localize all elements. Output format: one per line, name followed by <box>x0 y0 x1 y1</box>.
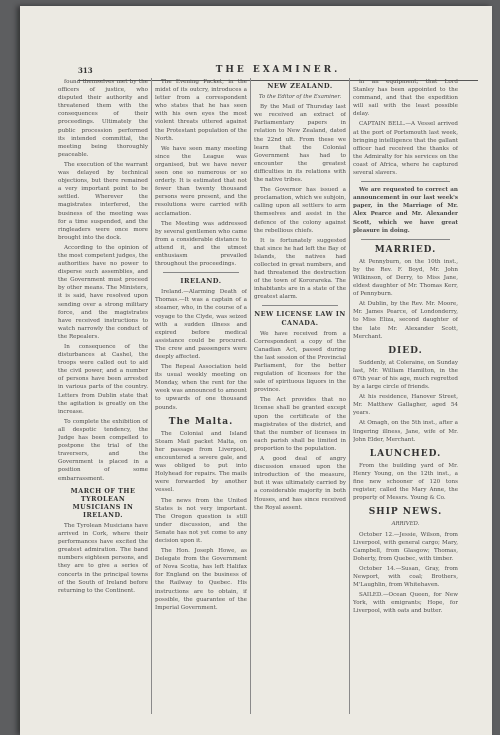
notice-entry: Suddenly, at Coleraine, on Sunday last, Mr. William Hamilton, in the 67th year of his age, much regretted by a large circle of friends. <box>353 359 458 391</box>
article-paragraph: A good deal of angry discussion ensued upon the introduction of the measure, but it was ultimately carried by a considerable majority in both Houses, and has since received the Royal assent. <box>254 456 346 511</box>
article-paragraph: By the Mail of Thursday last we received an extract of Parliamentary papers in relation to New Zealand, dated the 22nd ult. From these we learn that the Colonial Government has had to encounter the greatest difficulties in its relations with the native tribes. <box>254 104 346 184</box>
divider <box>163 272 239 273</box>
section-heading: NEW LICENSE LAW IN CANADA. <box>254 310 346 327</box>
notice-entry: At Pennyburn, on the 10th inst., by the Rev. F. Boyd, Mr. John Wilkinson, of Derry, to Miss Jane, eldest daughter of Mr. Thomas Kerr, of Pennyburn. <box>353 258 458 298</box>
article-paragraph: The Governor has issued a proclamation, which we subjoin, calling upon all settlers to arm themselves and assist in the defence of the colony against the rebellious chiefs. <box>254 187 346 234</box>
section-heading: NEW ZEALAND. <box>267 82 333 90</box>
article-paragraph: The Colonial and Island Steam Mail packet Malta, on her passage from Liverpool, encountered a severe gale, and was obliged to put into Holyhead for repairs. The mails were forwarded by another vessel. <box>155 430 247 494</box>
article-paragraph: It is fortunately suggested that since he had left the Bay of Islands, the natives had collected in great numbers, and had threatened the destruction of the town of Kororareka. The inhabitants are in a state of the greatest alarm. <box>254 237 346 301</box>
section-heading: SHIP NEWS. <box>368 507 443 518</box>
notice-paragraph: We are requested to correct an announcement in our last week's paper, in the Marriage of Mr. Alex Pearce and Mr. Alexander Scott, which we have great pleasure in doing. <box>353 187 458 234</box>
notice-entry: At Omagh, on the 5th inst., after a lingering illness, Jane, wife of Mr. John Elder, Merchant. <box>353 420 458 443</box>
article-paragraph: The Meeting was addressed by several gentlemen who came from a considerable distance to attend it, and the utmost enthusiasm prevailed throughout the proceedings. <box>155 220 247 268</box>
article-paragraph: CAPTAIN BELL.—A Vessel arrived at the port of Portsmouth last week, bringing intelligence that the gallant officer had received the thanks of the Admiralty for his services on the coast of Africa, where he captured several slavers. <box>353 121 458 177</box>
column-rule <box>151 78 152 714</box>
article-paragraph: The Tyrolean Musicians have arrived in Cork, where their performances have excited the greatest admiration. The band numbers eighteen persons, and they are to give a series of concerts in the principal towns of the South of Ireland before returning to the Continent. <box>58 522 148 594</box>
notice-entry: October 12.—Jessie, Wilson, from Liverpool, with general cargo; Mary, Campbell, from Glasgow; Thomas, Doherty, from Quebec, with timber. <box>353 531 458 562</box>
article-paragraph: The execution of the warrant was delayed by technical objections, but there remained a very important point to be settled. Wherever the magistrates interfered, the business of the meeting was for a time suspended, and the ringleaders were once more brought into the dock. <box>58 161 148 241</box>
article-paragraph: Ireland.—Alarming Death of Thomas.—It was a captain of a steamer, who, in the course of a voyage to the Clyde, was seized with a sudden illness and expired before medical assistance could be procured. The crew and passengers were deeply affected. <box>155 289 247 360</box>
divider <box>262 305 338 306</box>
notice-entry: At Dublin, by the Rev. Mr. Moore, Mr. James Pearce, of Londonderry, to Miss Eliza, second daughter of the late Mr. Alexander Scott, Merchant. <box>353 301 458 340</box>
article-paragraph: In consequence of the disturbances at Cashel, the troops were called out to aid the civil power, and a number of persons have been arrested in various parts of the country. Letters from Dublin state that the agitation is greatly on the increase. <box>58 344 148 415</box>
section-heading: MARCH OF THE TYROLEAN MUSICIANS IN IRELAND. <box>70 486 136 519</box>
notice-entry: From the building yard of Mr. Henry Young, on the 12th inst., a fine new schooner of 120 tons register, called the Mary Anne, the property of Messrs. Young & Co. <box>353 462 458 502</box>
article-paragraph: The Evening Packet, in the midst of its outcry, introduces a letter from a correspondent who states that he has seen with his own eyes the most violent threats uttered against the Protestant population of the North. <box>155 79 247 142</box>
section-heading: LAUNCHED. <box>369 448 442 459</box>
column-4 <box>353 78 458 718</box>
section-heading: IRELAND. <box>180 277 222 286</box>
article-paragraph: The Repeal Association held its usual weekly meeting on Monday, when the rent for the week was announced to amount to upwards of one thousand pounds. <box>155 364 247 411</box>
section-heading: The Malta. <box>168 416 234 427</box>
column-rule <box>250 78 251 714</box>
column-rule <box>349 78 350 714</box>
notice-entry: October 14.—Susan, Gray, from Newport, with coal; Brothers, M'Laughlin, from Whitehaven. <box>353 565 458 589</box>
column-2 <box>155 78 247 718</box>
article-paragraph: The news from the United States is not very important. The Oregon question is still under discussion, and the Senate has not yet come to any decision upon it. <box>155 497 247 544</box>
masthead-title: THE EXAMINER. <box>215 65 341 75</box>
notice-entry: At his residence, Hanover Street, Mr. Matthew Gallagher, aged 54 years. <box>353 394 458 417</box>
article-paragraph: The Act provides that no license shall be granted except upon the certificate of the magistrates of the district, and that the number of licenses in each parish shall be limited in proportion to the population. <box>254 397 346 452</box>
notice-entry: SAILED.—Ocean Queen, for New York, with emigrants; Hope, for Liverpool, with oats and butter. <box>353 592 458 615</box>
column-1 <box>58 78 148 718</box>
article-paragraph: in an equipment; that Lord Stanley has been appointed to the command, and that the expedition will sail with the least possible delay. <box>353 79 458 118</box>
column-3 <box>254 78 346 718</box>
article-paragraph: We have received from a Correspondent a copy of the Canadian Act, passed during the last session of the Provincial Parliament, for the better regulation of licenses for the sale of spirituous liquors in the province. <box>254 330 346 394</box>
article-paragraph: We have seen many meeting since the League was organised, but we have never seen one so numerous or so orderly. It is estimated that not fewer than twenty thousand persons were present, and the resolutions were carried with acclamation. <box>155 145 247 217</box>
article-paragraph: According to the opinion of the most competent judges, the authorities have no power to disperse such assemblies, and the Government must proceed by other means. The Ministers, it is said, have resolved upon sending over a strong military force, and the magistrates have received instructions to watch narrowly the conduct of the Repealers. <box>58 244 148 340</box>
article-paragraph: To complete the exhibition of all despotic tendency, the Judge has been compelled to postpone the trial of the traversers, and the Government is placed in a position of some embarrassment. <box>58 418 148 482</box>
divider <box>361 181 450 182</box>
section-heading: MARRIED. <box>374 244 437 255</box>
article-paragraph: found themselves met by the officers of justice, who disputed their authority and threatened them with the consequences of their proceedings. Ultimately the public procession performed its intended committal, the meeting being thoroughly peaceable. <box>58 79 148 158</box>
section-subheading: ARRIVED. <box>391 521 420 528</box>
section-heading: DIED. <box>388 345 423 356</box>
divider <box>361 239 450 240</box>
section-subheading: To the Editor of the Examiner. <box>258 94 342 101</box>
page-number: 313 <box>78 66 93 75</box>
article-paragraph: The Hon. Joseph Howe, as Delegate from the Government of Nova Scotia, has left Halifax for England on the business of the Railway to Quebec. His instructions are to obtain, if possible, the guarantee of the Imperial Government. <box>155 548 247 611</box>
